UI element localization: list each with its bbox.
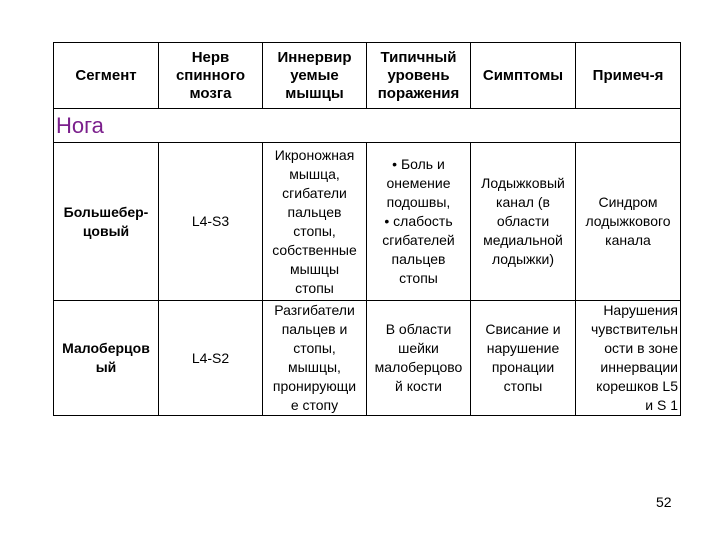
segment-cell: Большебер- цовый — [54, 143, 159, 301]
header-segment: Сегмент — [54, 43, 159, 109]
segment-cell: Малоберцов ый — [54, 301, 159, 416]
muscles-cell: Разгибатели пальцев и стопы, мышцы, пронирующи е стопу — [263, 301, 367, 416]
header-nerve: Нерв спинного мозга — [159, 43, 263, 109]
header-symptoms: Симптомы — [471, 43, 576, 109]
nerve-table — [53, 42, 681, 416]
symptoms-cell: Лодыжковый канал (в области медиальной лодыжки) — [471, 143, 576, 301]
header-row — [54, 43, 681, 109]
nerve-cell: L4-S2 — [159, 301, 263, 416]
level-cell: В области шейки малоберцово й кости — [367, 301, 471, 416]
notes-cell: Синдром лодыжкового канала — [576, 143, 681, 301]
level-cell: • Боль и онемение подошвы, • слабость сгибателей пальцев стопы — [367, 143, 471, 301]
header-muscles: Иннервир уемые мышцы — [263, 43, 367, 109]
table-row — [54, 301, 681, 416]
notes-cell: Нарушения чувствительн ости в зоне иннервации корешков L5 и S 1 — [576, 301, 681, 416]
symptoms-cell: Свисание и нарушение пронации стопы — [471, 301, 576, 416]
table-row — [54, 143, 681, 301]
section-row — [54, 109, 681, 143]
header-notes: Примеч-я — [576, 43, 681, 109]
page-number: 52 — [656, 494, 672, 510]
nerve-cell: L4-S3 — [159, 143, 263, 301]
section-title: Нога — [54, 109, 681, 143]
muscles-cell: Икроножная мышца, сгибатели пальцев стопы, собственные мышцы стопы — [263, 143, 367, 301]
header-level: Типичный уровень поражения — [367, 43, 471, 109]
